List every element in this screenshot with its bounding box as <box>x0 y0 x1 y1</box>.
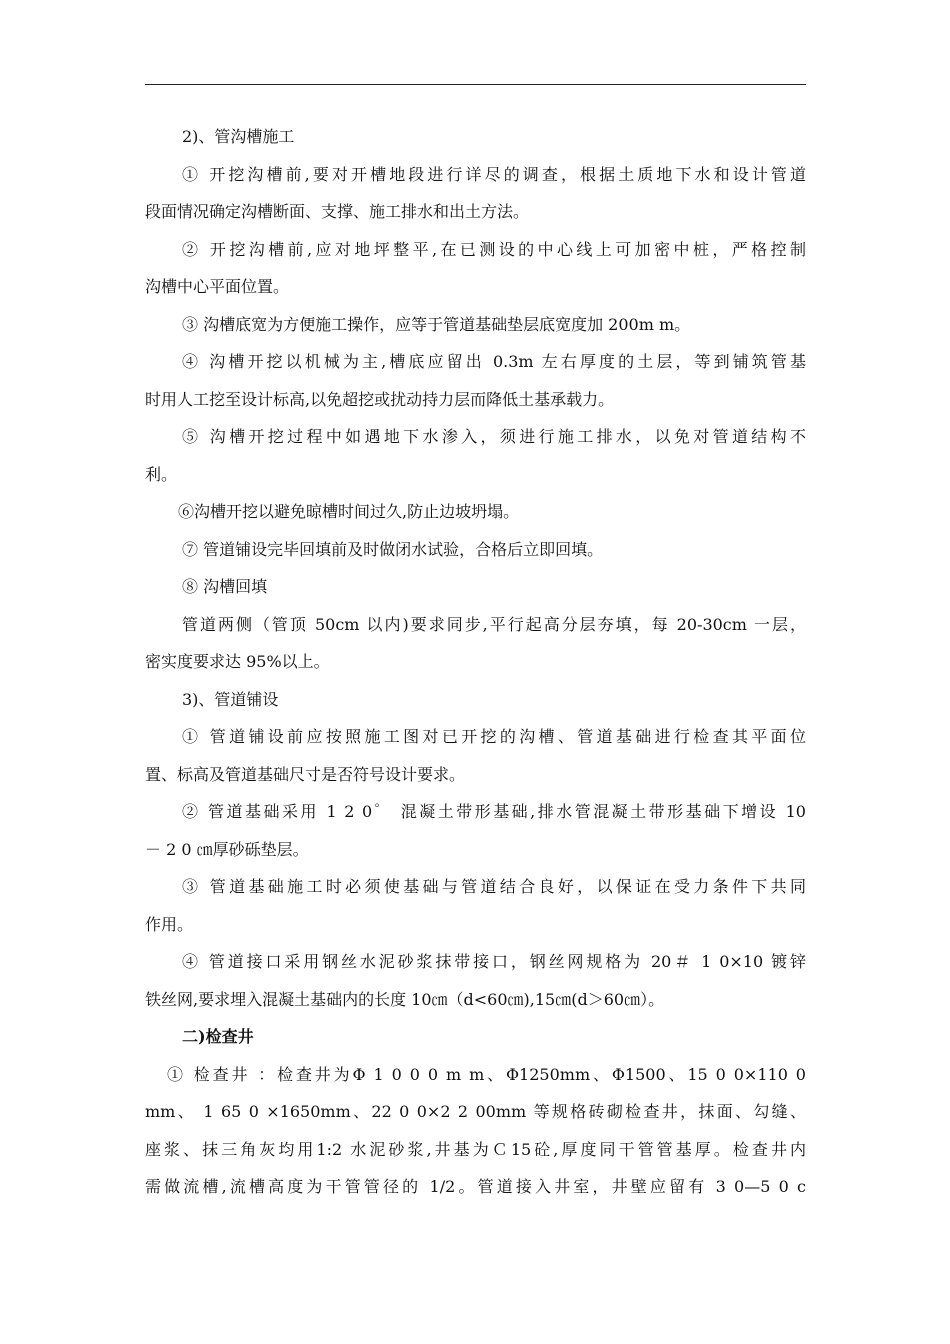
paragraph-line: ② 管道基础采用 1 2 0゜ 混凝土带形基础,排水管混凝土带形基础下增设 10 <box>182 802 806 821</box>
paragraph-line: ⑧ 沟槽回填 <box>182 577 268 596</box>
paragraph-line: ③ 沟槽底宽为方便施工操作，应等于管道基础垫层底宽度加 200m m。 <box>182 314 691 334</box>
paragraph-line: ③ 管道基础施工时必须使基础与管道结合良好，以保证在受力条件下共同 <box>182 877 806 896</box>
paragraph-line: 作用。 <box>145 914 194 934</box>
paragraph-line: 密实度要求达 95%以上。 <box>145 652 330 671</box>
section-heading-pipe-laying: 3)、管道铺设 <box>182 689 279 709</box>
document-body <box>145 118 806 1206</box>
paragraph-line: ① 检查井 ：检查井为Φ 1 0 0 0 m m、Φ1250mm、Φ1500、15 0 0×110 0 <box>167 1064 806 1084</box>
paragraph-line: － 2 0 ㎝厚砂砾垫层。 <box>145 839 309 859</box>
paragraph-line: 铁丝网,要求埋入混凝土基础内的长度 10㎝（d<60㎝),15㎝(d＞60㎝）。 <box>145 989 665 1009</box>
paragraph-line: ⑥沟槽开挖以避免晾槽时间过久,防止边坡坍塌。 <box>178 502 520 521</box>
paragraph-line: ⑦ 管道铺设完毕回填前及时做闭水试验，合格后立即回填。 <box>182 539 604 559</box>
header-rule <box>145 84 806 85</box>
paragraph-line: 管道两侧（管顶 50cm 以内)要求同步,平行起高分层夯填，每 20-30cm 一层， <box>182 614 806 634</box>
paragraph-line: 段面情况确定沟槽断面、支撑、施工排水和出土方法。 <box>145 202 530 221</box>
paragraph-line: 沟槽中心平面位置。 <box>145 277 290 296</box>
paragraph-line: ⑤ 沟槽开挖过程中如遇地下水渗入，须进行施工排水，以免对管道结构不 <box>182 427 806 446</box>
paragraph-line: 需做流槽,流槽高度为干管管径的 1/2。管道接入井室，井壁应留有 3 0—5 0 c <box>145 1177 806 1196</box>
paragraph-line: ① 管道铺设前应按照施工图对已开挖的沟槽、管道基础进行检查其平面位 <box>182 727 806 746</box>
paragraph-line: ④ 沟槽开挖以机械为主,槽底应留出 0.3m 左右厚度的土层，等到铺筑管基 <box>182 352 806 371</box>
paragraph-line: ① 开挖沟槽前,要对开槽地段进行详尽的调查，根据土质地下水和设计管道 <box>182 164 806 184</box>
paragraph-line: 置、标高及管道基础尺寸是否符号设计要求。 <box>145 764 466 784</box>
paragraph-line: 时用人工挖至设计标高,以免超挖或扰动持力层而降低土基承载力。 <box>145 389 615 409</box>
paragraph-line: ② 开挖沟槽前,应对地坪整平,在已测设的中心线上可加密中桩，严格控制 <box>182 239 806 259</box>
section-heading-inspection-well: 二)检查井 <box>182 1027 254 1046</box>
paragraph-line: 利。 <box>145 464 178 484</box>
paragraph-line: ④ 管道接口采用钢丝水泥砂浆抹带接口，钢丝网规格为 20＃ 1 0×10 镀锌 <box>182 952 806 971</box>
paragraph-line: 座浆、抹三角灰均用1:2 水泥砂浆,井基为Ｃ15砼,厚度同干管管基厚。检查井内 <box>145 1139 806 1159</box>
section-heading-trench: 2)、管沟槽施工 <box>182 127 295 146</box>
paragraph-line: mm、 1 65 0 ×1650mm、22 0 0×2 2 00mm 等规格砖砌检查井，抹面、勾缝、 <box>145 1102 806 1121</box>
